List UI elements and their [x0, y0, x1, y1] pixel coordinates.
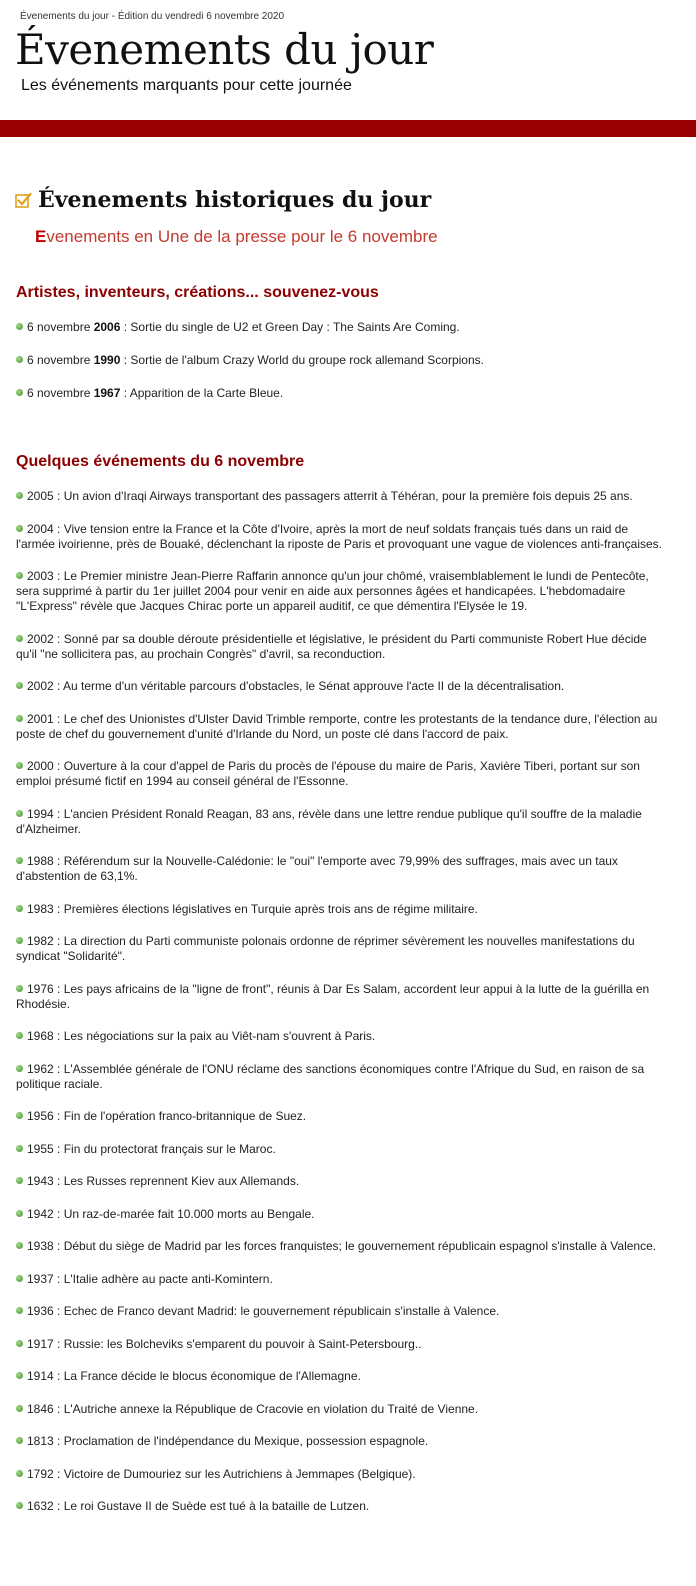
event-text: 1994 : L'ancien Président Ronald Reagan, 83 ans, révèle dans une lettre rendue publique qu'il souffre de la maladie d'Alzheimer.	[16, 806, 642, 836]
bullet-icon	[16, 1372, 23, 1379]
event-text: 2001 : Le chef des Unionistes d'Ulster David Trimble remporte, contre les protestants de la tendance dure, l'élection au poste de chef du gouvernement d'unité d'Irlande du Nord, un poste clé dans l'accord de paix.	[16, 711, 658, 741]
bullet-icon	[16, 1032, 23, 1039]
bullet-icon	[16, 1242, 23, 1249]
list-item	[16, 902, 666, 917]
bullet-icon	[16, 857, 23, 864]
list-item	[16, 1337, 666, 1352]
bullet-icon	[16, 1437, 23, 1444]
bullet-icon	[16, 323, 23, 330]
bullet-icon	[16, 389, 23, 396]
event-text: 1983 : Premières élections législatives en Turquie après trois ans de régime militaire.	[27, 901, 478, 916]
page-title: Évenements historiques du jour	[38, 187, 432, 213]
events-list	[16, 489, 666, 1532]
bullet-icon	[16, 1340, 23, 1347]
event-text: 1938 : Début du siège de Madrid par les forces franquistes; le gouvernement républicain espagnol s'installe à Valence.	[27, 1239, 657, 1253]
list-item	[16, 1207, 666, 1222]
list-item	[16, 1062, 666, 1092]
list-item	[16, 320, 666, 335]
list-item	[16, 712, 666, 742]
bullet-icon	[16, 356, 23, 363]
event-text: 1962 : L'Assemblée générale de l'ONU réclame des sanctions économiques contre l'Afrique du Sud, en raison de sa politique raciale.	[16, 1061, 645, 1091]
item-year: 1967	[93, 386, 121, 400]
list-item	[16, 1434, 666, 1449]
list-item	[16, 1239, 666, 1254]
bullet-icon	[16, 762, 23, 769]
event-text: 1792 : Victoire de Dumouriez sur les Autrichiens à Jemmapes (Belgique).	[27, 1466, 416, 1481]
bullet-icon	[16, 905, 23, 912]
bullet-icon	[16, 1405, 23, 1412]
event-text: 1917 : Russie: les Bolcheviks s'emparent du pouvoir à Saint-Petersbourg..	[27, 1336, 422, 1351]
list-item	[16, 1467, 666, 1482]
event-text: 1988 : Référendum sur la Nouvelle-Calédonie: le "oui" l'emporte avec 79,99% des suffrages, mais avec un taux d'abstention de 63,1%.	[16, 854, 618, 883]
press-frontpage-link[interactable]	[35, 227, 438, 247]
event-text: 1942 : Un raz-de-marée fait 10.000 morts au Bengale.	[27, 1206, 315, 1221]
bullet-icon	[16, 715, 23, 722]
bullet-icon	[16, 1145, 23, 1152]
event-text: 2004 : Vive tension entre la France et la Côte d'Ivoire, après la mort de neuf soldats français tués dans un raid de l'armée ivoirienne, près de Bouaké, déclenchant la riposte de Paris et provoquant une vague de violences anti-françaises.	[16, 521, 663, 551]
list-item	[16, 1174, 666, 1189]
event-text: 1846 : L'Autriche annexe la République de Cracovie en violation du Traité de Vienne.	[27, 1401, 479, 1416]
item-date: 6 novembre	[27, 320, 94, 334]
checkbox-icon	[15, 192, 32, 209]
artists-section-title: Artistes, inventeurs, créations... souvenez-vous	[16, 284, 379, 301]
item-text: : Apparition de la Carte Bleue.	[120, 386, 284, 400]
list-item	[16, 522, 666, 552]
list-item	[16, 1142, 666, 1157]
list-item	[16, 1369, 666, 1384]
section-heading	[15, 185, 431, 215]
events-section-title: Quelques événements du 6 novembre	[16, 453, 305, 470]
list-item	[16, 489, 666, 504]
event-text: 1955 : Fin du protectorat français sur le Maroc.	[27, 1141, 276, 1156]
item-date: 6 novembre	[27, 386, 94, 400]
bullet-icon	[16, 1502, 23, 1509]
artists-list	[16, 320, 666, 419]
item-text: : Sortie du single de U2 et Green Day : The Saints Are Coming.	[120, 320, 460, 334]
event-text: 2002 : Au terme d'un véritable parcours d'obstacles, le Sénat approuve l'acte II de la décentralisation.	[27, 679, 565, 693]
bullet-icon	[16, 810, 23, 817]
site-title[interactable]: Évenements du jour	[15, 25, 434, 74]
list-item	[16, 759, 666, 789]
event-text: 2005 : Un avion d'Iraqi Airways transportant des passagers atterrit à Téhéran, pour la première fois depuis 25 ans.	[27, 489, 633, 503]
item-year: 1990	[93, 353, 121, 367]
bullet-icon	[16, 985, 23, 992]
list-item	[16, 1109, 666, 1124]
event-text: 1956 : Fin de l'opération franco-britannique de Suez.	[27, 1109, 307, 1123]
header-divider-bar	[0, 120, 696, 137]
list-item	[16, 353, 666, 368]
list-item	[16, 632, 666, 662]
list-item	[16, 982, 666, 1012]
bullet-icon	[16, 525, 23, 532]
event-text: 2002 : Sonné par sa double déroute présidentielle et législative, le président du Parti communiste Robert Hue décide qu'il "ne sollicitera pas, au prochain Congrès" d'avril, sa reconduction.	[16, 631, 647, 661]
bullet-icon	[16, 1307, 23, 1314]
event-text: 1982 : La direction du Parti communiste polonais ordonne de réprimer sévèrement les nouvelles manifestations du syndicat "Solidarité".	[16, 934, 635, 963]
bullet-icon	[16, 1470, 23, 1477]
event-text: 1968 : Les négociations sur la paix au Viêt-nam s'ouvrent à Paris.	[27, 1029, 376, 1043]
list-item	[16, 1499, 666, 1514]
list-item	[16, 679, 666, 694]
list-item	[16, 1029, 666, 1044]
event-text: 1914 : La France décide le blocus économique de l'Allemagne.	[27, 1369, 361, 1383]
bullet-icon	[16, 682, 23, 689]
edition-line: Évenements du jour - Édition du vendredi 6 novembre 2020	[20, 11, 285, 22]
bullet-icon	[16, 572, 23, 579]
event-text: 1943 : Les Russes reprennent Kiev aux Allemands.	[27, 1174, 300, 1188]
list-item	[16, 1272, 666, 1287]
bullet-icon	[16, 635, 23, 642]
event-text: 1976 : Les pays africains de la "ligne de front", réunis à Dar Es Salam, accordent leur appui à la lutte de la guérilla en Rhodésie.	[16, 981, 650, 1011]
bullet-icon	[16, 1065, 23, 1072]
list-item	[16, 934, 666, 964]
list-item	[16, 386, 666, 401]
event-text: 1813 : Proclamation de l'indépendance du Mexique, possession espagnole.	[27, 1434, 429, 1448]
bullet-icon	[16, 1112, 23, 1119]
item-year: 2006	[93, 320, 121, 334]
list-item	[16, 569, 666, 614]
event-text: 1936 : Echec de Franco devant Madrid: le gouvernement républicain s'installe à Valence.	[27, 1304, 500, 1318]
page-header	[0, 0, 696, 120]
bullet-icon	[16, 1210, 23, 1217]
list-item	[16, 854, 666, 884]
bullet-icon	[16, 937, 23, 944]
bullet-icon	[16, 1177, 23, 1184]
event-text: 1632 : Le roi Gustave II de Suède est tué à la bataille de Lutzen.	[27, 1499, 370, 1513]
event-text: 1937 : L'Italie adhère au pacte anti-Komintern.	[27, 1271, 273, 1286]
event-text: 2003 : Le Premier ministre Jean-Pierre Raffarin annonce qu'un jour chômé, vraisemblablement le lundi de Pentecôte, sera supprimé à partir du 1er juillet 2004 pour venir en aide aux personnes âgées et handicapées. L'hebdomadaire "L'Express" révèle que Jacques Chirac porte un appareil auditif, ce que démentira l'Elysée le 19.	[16, 569, 649, 613]
event-text: 2000 : Ouverture à la cour d'appel de Paris du procès de l'épouse du maire de Paris, Xavière Tiberi, portant sur son emploi présumé fictif en 1994 au conseil général de l'Essonne.	[16, 759, 640, 788]
site-subtitle: Les événements marquants pour cette journée	[21, 77, 352, 94]
bullet-icon	[16, 492, 23, 499]
item-text: : Sortie de l'album Crazy World du groupe rock allemand Scorpions.	[120, 353, 484, 367]
press-link-initial: E	[35, 227, 47, 246]
item-date: 6 novembre	[27, 353, 94, 367]
bullet-icon	[16, 1275, 23, 1282]
list-item	[16, 1402, 666, 1417]
press-link-text: venements en Une de la presse pour le 6 novembre	[46, 227, 438, 246]
list-item	[16, 1304, 666, 1319]
list-item	[16, 807, 666, 837]
